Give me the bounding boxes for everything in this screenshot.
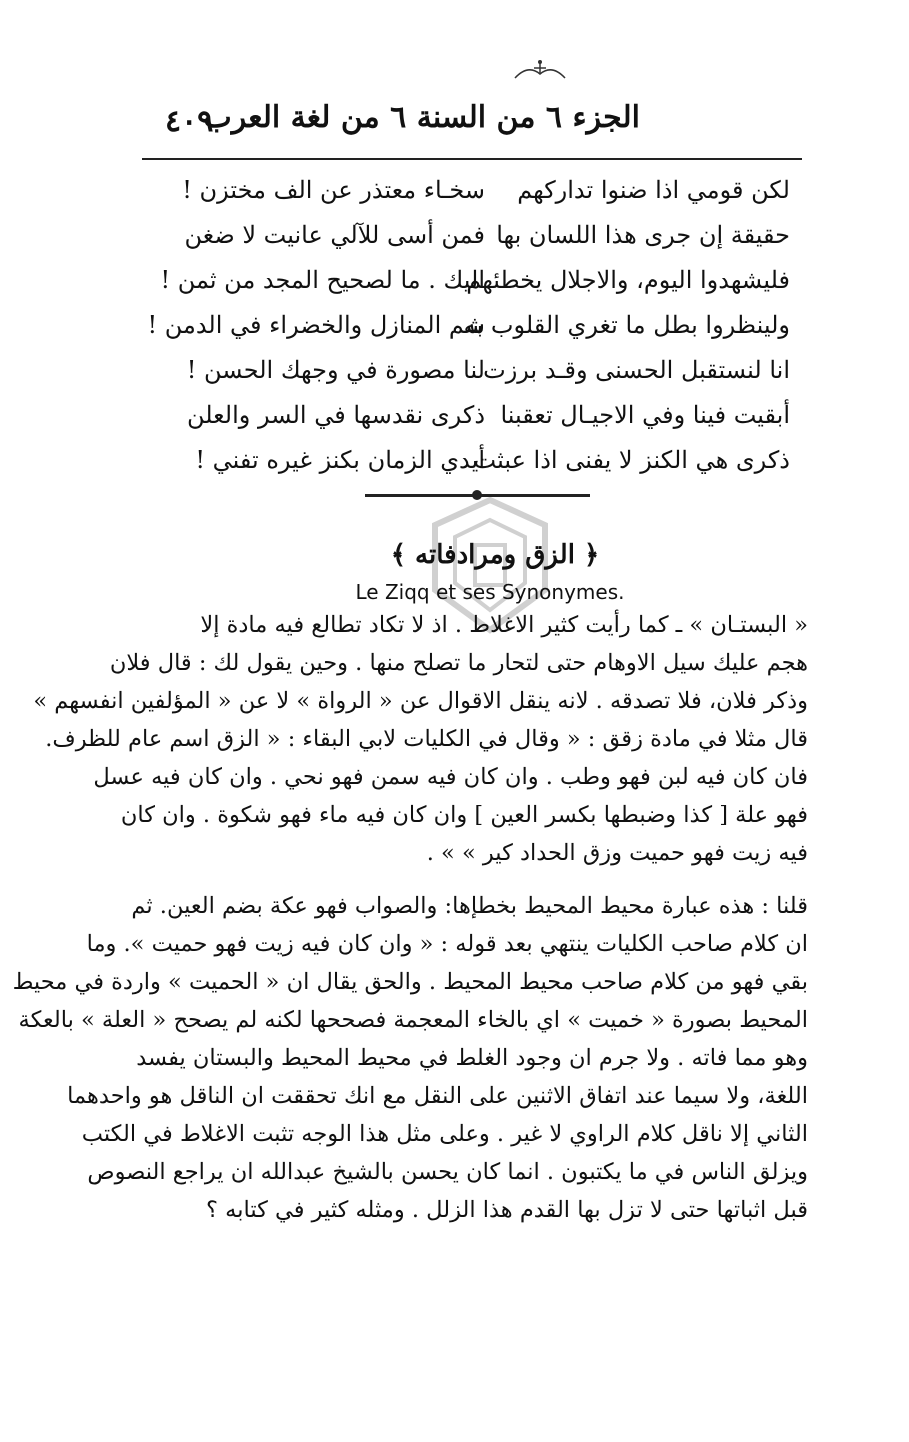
running-header-title: الجزء ٦ من السنة ٦ من لغة العرب [203, 100, 640, 135]
paragraph-2-line: بقي فهو من كلام صاحب محيط المحيط . والحق يقال ان « الحميت » واردة في محيط [12, 969, 808, 995]
verse-7-first-hemistich: ذكرى هي الكنز لا يفنى اذا عبثت [473, 446, 790, 474]
paragraph-1-line: وذكر فلان، فلا تصدقه . لانه ينقل الاقوال عن « الرواة » لا عن « المؤلفين انفسهم » [33, 688, 808, 714]
paragraph-1-line: فيه زيت فهو حميت وزق الحداد كير » » . [426, 840, 808, 866]
verse-4-second-hemistich: شم المنازل والخضراء في الدمن ! [147, 311, 485, 339]
verse-1-second-hemistich: سخـاء معتذر عن الف مختزن ! [182, 176, 485, 204]
floral-ornament-icon [510, 60, 570, 84]
paragraph-2-line: اللغة، ولا سيما عند اتفاق الاثنين على النقل مع انك تحققت ان الناقل هو واحدهما [67, 1083, 808, 1109]
paragraph-2-line: الثاني إلا ناقل كلام الراوي لا غير . وعلى مثل هذا الوجه تثبت الاغلاط في الكتب [81, 1121, 808, 1147]
paragraph-2-line: ويزلق الناس في ما يكتبون . انما كان يحسن بالشيخ عبدالله ان يراجع النصوص [87, 1159, 808, 1185]
section-title-french: Le Ziqq et ses Synonymes. [355, 580, 625, 604]
paragraph-1-line: فان كان فيه لبن فهو وطب . وان كان فيه سمن فهو نحي . وان كان فيه عسل [93, 764, 808, 790]
paragraph-1-line: « البستـان » ـ كما رأيت كثير الاغلاط . اذ لا تكاد تطالع فيه مادة إلا [200, 612, 808, 638]
verse-2-second-hemistich: فمن أسى للآلي عانيت لا ضغن [184, 221, 485, 249]
page-number: ٤٠٩ [165, 104, 214, 139]
verse-1-first-hemistich: لكن قومي اذا ضنوا تداركهم [517, 176, 790, 204]
verse-7-second-hemistich: أيدي الزمان بكنز غيره تفني ! [195, 446, 485, 474]
verse-5-first-hemistich: انا لنستقبل الحسنى وقـد برزت [483, 356, 790, 384]
verse-3-second-hemistich: اليك . ما لصحيح المجد من ثمن ! [160, 266, 485, 294]
paragraph-1-line: فهو علة [ كذا وضبطها بكسر العين ] وان كان فيه ماء فهو شكوة . وان كان [120, 802, 808, 828]
verse-2-first-hemistich: حقيقة إن جرى هذا اللسان بها [496, 221, 790, 249]
paragraph-2-line: قبل اثباتها حتى لا تزل بها القدم هذا الزلل . ومثله كثير في كتابه ؟ [206, 1197, 808, 1223]
paragraph-2-line: قلنا : هذه عبارة محيط المحيط بخطإها: والصواب فهو عكة بضم العين. ثم [131, 893, 808, 919]
paragraph-1-line: هجم عليك سيل الاوهام حتى لتحار ما تصلح منها . وحين يقول لك : قال فلان [109, 650, 808, 676]
verse-6-second-hemistich: ذكرى نقدسها في السر والعلن [186, 401, 485, 429]
paragraph-2-line: ان كلام صاحب الكليات ينتهي بعد قوله : « وان كان فيه زيت فهو حميت ». وما [86, 931, 808, 957]
section-title-arabic: ﴿ الزق ومرادفاته ﴾ [390, 540, 600, 570]
verse-3-first-hemistich: فليشهدوا اليوم، والاجلال يخطئهم [466, 266, 790, 294]
header-rule [142, 158, 802, 160]
verse-6-first-hemistich: أبقيت فينا وفي الاجيـال تعقبنا [500, 401, 790, 429]
verse-5-second-hemistich: لنا مصورة في وجهك الحسن ! [186, 356, 485, 384]
paragraph-2-line: المحيط بصورة « خميت » اي بالخاء المعجمة فصححها لكنه لم يصحح « العلة » بالعكة [18, 1007, 808, 1033]
paragraph-2-line: وهو مما فاته . ولا جرم ان وجود الغلط في محيط المحيط والبستان يفسد [136, 1045, 808, 1071]
verse-4-first-hemistich: ولينظروا بطل ما تغري القلوب به [463, 311, 790, 339]
paragraph-1-line: قال مثلا في مادة زقق : « وقال في الكليات لابي البقاء : « الزق اسم عام للظرف. [45, 726, 808, 752]
